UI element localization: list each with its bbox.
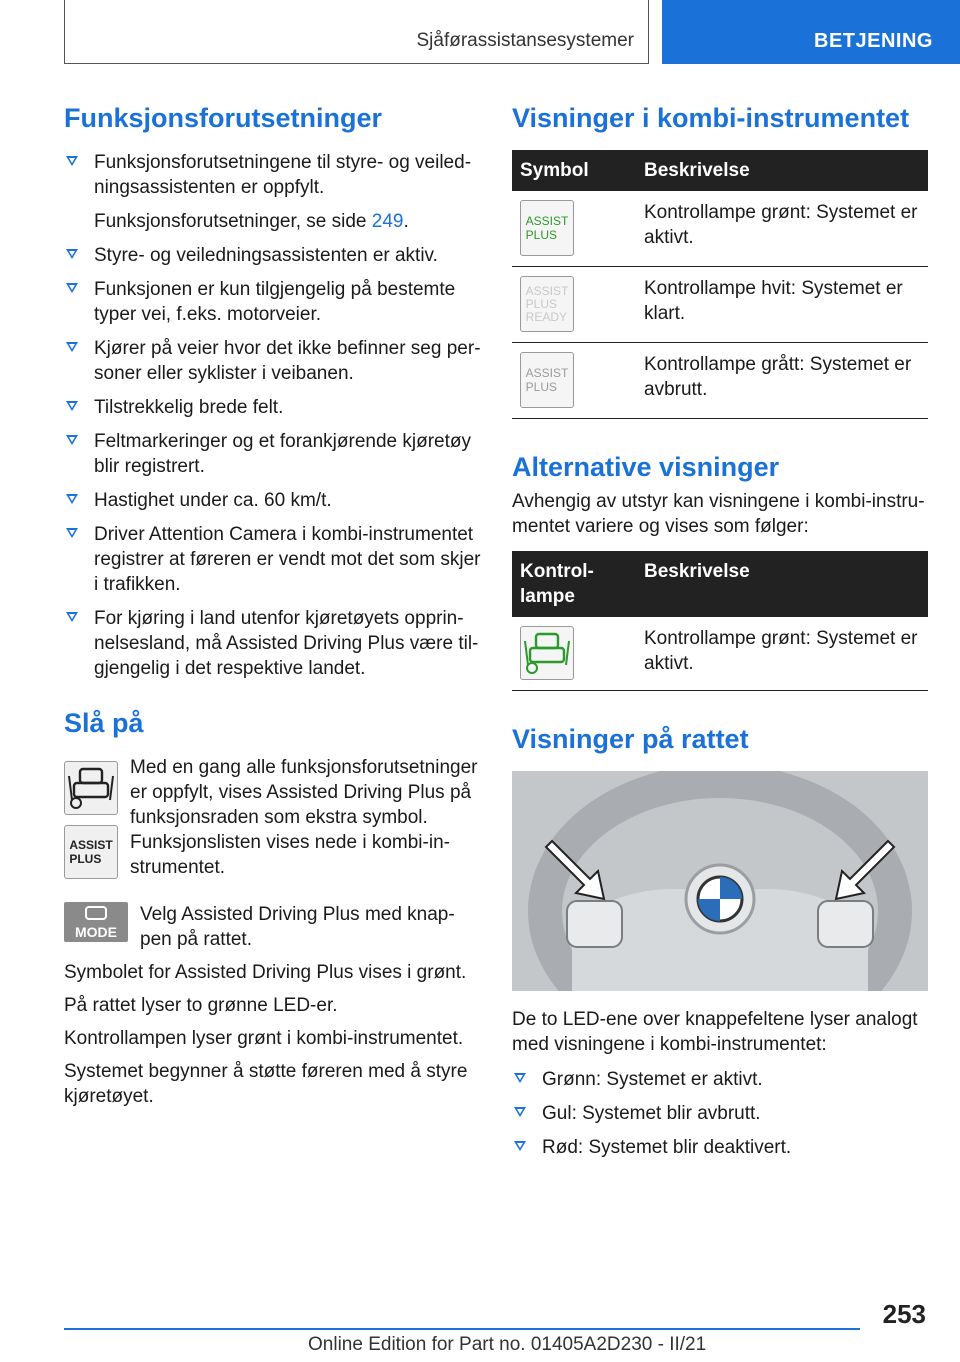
assist-plus-ready-white-icon: ASSIST PLUS READY [520,276,574,332]
assist-plus-green-icon: ASSIST PLUS [520,200,574,256]
mode-button-icon [64,902,128,942]
bullet-arrow-icon [66,401,78,411]
chapter-title[interactable]: BETJENING [814,30,933,52]
list-item: Feltmarkeringer og et forankjørende kjøretøy blir registrert. [64,429,482,479]
bullet-arrow-icon [514,1107,526,1117]
bullet-arrow-icon [66,494,78,504]
column-header-lamp: Kontrollampe [512,551,636,617]
table-cell: Kontrollampe hvit: Systemet er klart. [636,267,928,343]
heading-visninger-rattet: Visninger på rattet [512,724,749,754]
steering-wheel-image [512,771,928,991]
table-cell: Kontrollampe grått: Systemet er avbrutt. [636,343,928,419]
list-item: For kjøring i land utenfor kjøretøyets opprinnelsesland, må Assisted Driving Plus være tilgjengelig i det respektive landet. [64,606,482,681]
list-item: Grønn: Systemet er aktivt. [512,1067,928,1092]
list-item: Driver Attention Camera i kombi-instrumentet registrer at føreren er vendt mot det som skjer i trafikken. [64,522,482,597]
header-chapter-box[interactable] [662,0,960,64]
alternative-table [512,551,928,691]
requirements-list-2 [64,243,482,681]
assist-plus-grey-icon: ASSIST PLUS [520,352,574,408]
table-row [512,617,928,691]
heading-funksjonsforutsetninger: Funksjonsforutsetninger [64,103,383,133]
table-cell: Kontrollampe grønt: Systemet er aktivt. [636,617,928,691]
bullet-arrow-icon [66,528,78,538]
led-status-list [512,1067,928,1160]
list-item: Gul: Systemet blir avbrutt. [512,1101,928,1126]
wheel-description: De to LED-ene over knappefeltene lyser analogt med visningene i kombi-instrumentet: [512,1009,918,1055]
mode-label: MODE [75,924,117,940]
bullet-arrow-icon [66,612,78,622]
table-row [512,191,928,267]
list-item: Funksjonen er kun tilgjengelig på bestemte typer vei, f.eks. motorveier. [64,277,482,327]
alternative-intro: Avhengig av utstyr kan visningene i kombi-instrumentet variere og vises som følger: [512,491,925,537]
paragraph: Symbolet for Assisted Driving Plus vises i grønt. [64,962,467,983]
list-item: Hastighet under ca. 60 km/t. [64,488,482,513]
list-item: Styre- og veiledningsassistenten er aktiv. [64,243,482,268]
assisted-driving-cars-green-icon [520,626,574,680]
paragraph: Kontrollampen lyser grønt i kombi-instrumentet. [64,1028,464,1049]
column-header-description: Beskrivelse [636,150,928,191]
list-item: Tilstrekkelig brede felt. [64,395,482,420]
list-item: Kjører på veier hvor det ikke befinner seg personer eller syklister i veibanen. [64,336,482,386]
heading-alternative-visninger: Alternative visninger [512,452,780,482]
left-column [64,98,482,1109]
page-reference-link[interactable]: 249 [371,211,404,232]
mode-block [64,902,482,952]
paragraph: Systemet begynner å støtte føreren med å styre kjøretøyet. [64,1061,468,1107]
bullet-arrow-icon [66,435,78,445]
bullet-arrow-icon [66,342,78,352]
switch-on-icons [64,755,118,880]
list-item: Funksjonsforutsetningene til styre- og veiledningsassistenten er oppfylt. [64,150,482,200]
bullet-arrow-icon [514,1141,526,1151]
footer-divider [64,1328,860,1330]
symbol-table [512,150,928,419]
table-cell: Kontrollampe grønt: Systemet er aktivt. [636,191,928,267]
table-row [512,267,928,343]
switch-on-text: Med en gang alle funksjonsforutsetninger er oppfylt, vises Assisted Driving Plus på funksjonsraden som ekstra symbol. Funksjonslisten vises nede i kombi-instrumentet. [130,757,478,878]
heading-visninger-kombi: Visninger i kombi-instrumentet [512,103,910,133]
column-header-description: Beskrivelse [636,551,928,617]
bullet-arrow-icon [66,249,78,259]
table-header [512,551,928,617]
table-header [512,150,928,191]
assist-plus-icon: ASSIST PLUS [64,825,118,879]
mode-text: Velg Assisted Driving Plus med knappen på rattet. [140,904,455,950]
section-title: Sjåførassistansesystemer [416,30,634,51]
requirements-list-1 [64,150,482,200]
heading-sla-pa: Slå på [64,708,144,738]
column-header-symbol: Symbol [512,150,636,191]
reference-line: Funksjonsforutsetninger, se side 249. [94,211,409,232]
bullet-arrow-icon [66,283,78,293]
right-column [512,98,928,1169]
table-row [512,343,928,419]
bullet-arrow-icon [66,156,78,166]
header-section-box [64,0,649,64]
bullet-arrow-icon [514,1073,526,1083]
assisted-driving-cars-icon [64,761,118,815]
list-item: Rød: Systemet blir deaktivert. [512,1135,928,1160]
footer-edition: Online Edition for Part no. 01405A2D230 - II/21 [308,1334,707,1355]
switch-on-block [64,755,482,880]
paragraph: På rattet lyser to grønne LED-er. [64,995,338,1016]
page-number: 253 [882,1299,926,1329]
